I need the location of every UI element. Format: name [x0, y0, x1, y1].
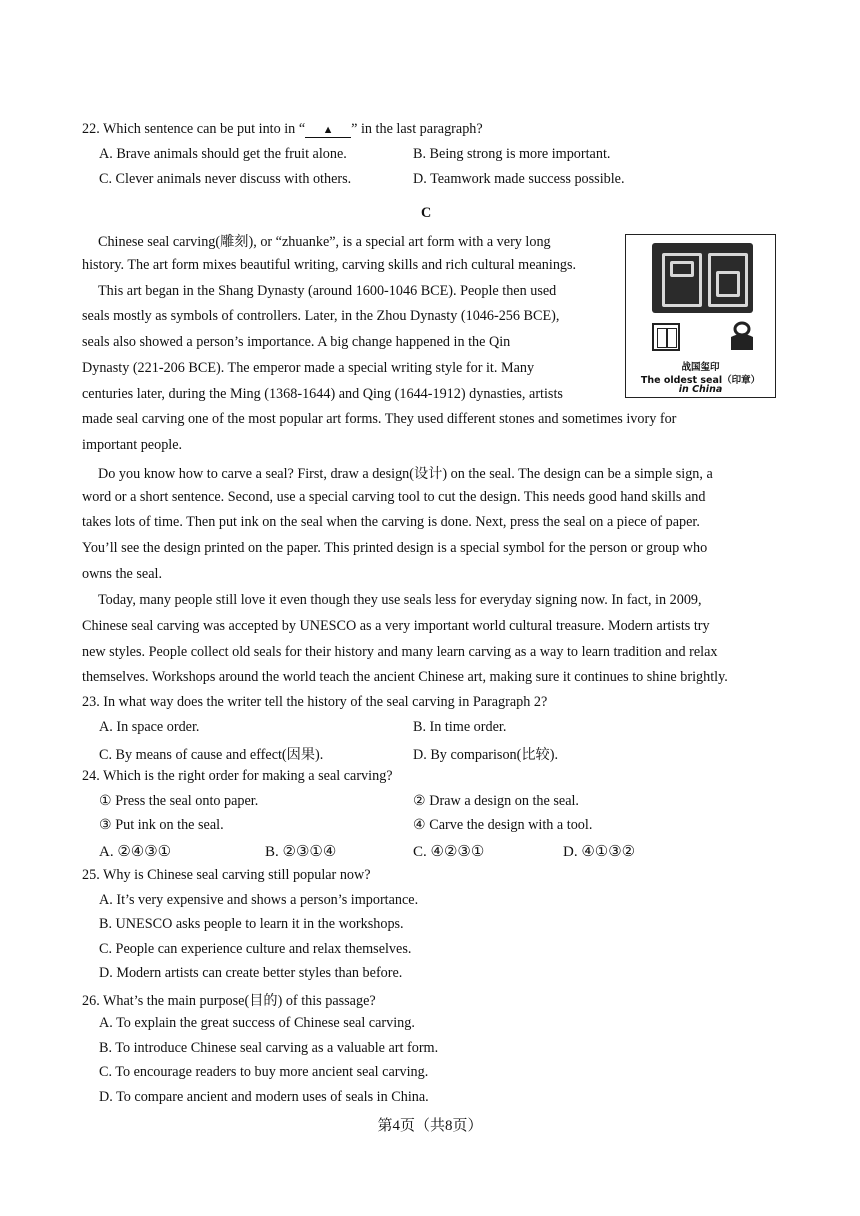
figure-caption-line2: in China: [678, 384, 723, 395]
question-24-step-1: ① Press the seal onto paper.: [99, 793, 259, 809]
question-25-option-b: B. UNESCO asks people to learn it in the workshops.: [99, 916, 404, 932]
figure-caption-line1: The oldest seal（印章）: [640, 375, 761, 386]
question-25-option-d: D. Modern artists can create better styles than before.: [99, 965, 403, 981]
question-26-option-b: B. To introduce Chinese seal carving as a valuable art form.: [99, 1040, 439, 1056]
seal-impression-image: [652, 243, 753, 313]
passage-line: history. The art form mixes beautiful writing, carving skills and rich cultural meanings.: [82, 257, 577, 273]
question-22-suffix: ” in the last paragraph?: [351, 121, 483, 137]
passage-line: Dynasty (221-206 BCE). The emperor made a special writing style for it. Many: [82, 360, 535, 376]
page-number: 第4页（共8页）: [377, 1118, 483, 1134]
question-23: 23. In what way does the writer tell the history of the seal carving in Paragraph 2?: [82, 694, 548, 710]
question-24-option-a: A. ②④③①: [99, 844, 172, 860]
passage-line: important people.: [82, 437, 183, 453]
question-22-option-b: B. Being strong is more important.: [413, 146, 611, 162]
question-23-option-a: A. In space order.: [99, 719, 200, 735]
question-22-option-a: A. Brave animals should get the fruit alone.: [99, 146, 347, 162]
question-24-option-d: D. ④①③②: [563, 844, 636, 860]
passage-line: centuries later, during the Ming (1368-1644) and Qing (1644-1912) dynasties, artists: [82, 386, 563, 402]
question-24-step-3: ③ Put ink on the seal.: [99, 817, 224, 833]
question-22-option-c: C. Clever animals never discuss with others.: [99, 171, 352, 187]
question-22-option-d: D. Teamwork made success possible.: [413, 171, 625, 187]
question-24-step-4: ④ Carve the design with a tool.: [413, 817, 593, 833]
question-26-option-c: C. To encourage readers to buy more ancient seal carving.: [99, 1064, 429, 1080]
passage-line: takes lots of time. Then put ink on the seal when the carving is done. Next, press the seal on a piece of paper.: [82, 514, 700, 530]
question-24-option-c: C. ④②③①: [413, 844, 485, 860]
passage-line: This art began in the Shang Dynasty (around 1600-1046 BCE). People then used: [98, 283, 557, 299]
passage-line: made seal carving one of the most popular art forms. They used different stones and sometimes ivory for: [82, 411, 677, 427]
passage-line: Today, many people still love it even though they use seals less for everyday signing now. In fact, in 2009,: [98, 592, 702, 608]
seal-knob-image: [729, 321, 755, 351]
passage-line: seals also showed a person’s importance. A big change happened in the Qin: [82, 334, 511, 350]
question-25-option-a: A. It’s very expensive and shows a person’s importance.: [99, 892, 419, 908]
question-22-prefix: 22. Which sentence can be put into in “: [82, 121, 306, 137]
passage-heading: C: [421, 205, 432, 221]
passage-line: Chinese seal carving was accepted by UNESCO as a very important world cultural treasure. Modern artists try: [82, 618, 710, 634]
question-25-option-c: C. People can experience culture and relax themselves.: [99, 941, 412, 957]
figure-caption-chinese: 战国玺印: [681, 362, 720, 373]
passage-line: Chinese seal carving(雕刻), or “zhuanke”, is a special art form with a very long: [98, 234, 551, 250]
question-26: 26. What’s the main purpose(目的) of this passage?: [82, 993, 376, 1009]
blank-triangle-icon: ▲: [322, 124, 334, 136]
question-24: 24. Which is the right order for making a seal carving?: [82, 768, 393, 784]
question-23-option-b: B. In time order.: [413, 719, 507, 735]
question-26-option-d: D. To compare ancient and modern uses of seals in China.: [99, 1089, 429, 1105]
passage-line: themselves. Workshops around the world teach the ancient Chinese art, making sure it continues to shine brightly.: [82, 669, 728, 685]
question-24-step-2: ② Draw a design on the seal.: [413, 793, 579, 809]
passage-line: seals mostly as symbols of controllers. Later, in the Zhou Dynasty (1046-256 BCE),: [82, 308, 560, 324]
question-24-option-b: B. ②③①④: [265, 844, 337, 860]
passage-line: Do you know how to carve a seal? First, draw a design(设计) on the seal. The design can be a simple sign, a: [98, 466, 713, 482]
passage-line: You’ll see the design printed on the paper. This printed design is a special symbol for the person or group who: [82, 540, 708, 556]
passage-line: owns the seal.: [82, 566, 162, 582]
question-22-blank: [305, 124, 351, 138]
question-23-option-c: C. By means of cause and effect(因果).: [99, 747, 324, 763]
seal-stamp-image: [652, 323, 680, 351]
passage-line: word or a short sentence. Second, use a special carving tool to cut the design. This needs good hand skills and: [82, 489, 706, 505]
passage-line: new styles. People collect old seals for their history and many learn carving as a way to learn tradition and relax: [82, 644, 718, 660]
question-23-option-d: D. By comparison(比较).: [413, 747, 559, 763]
question-22: [82, 121, 483, 138]
question-26-option-a: A. To explain the great success of Chinese seal carving.: [99, 1015, 415, 1031]
seal-figure: [625, 234, 776, 398]
question-25: 25. Why is Chinese seal carving still popular now?: [82, 867, 371, 883]
